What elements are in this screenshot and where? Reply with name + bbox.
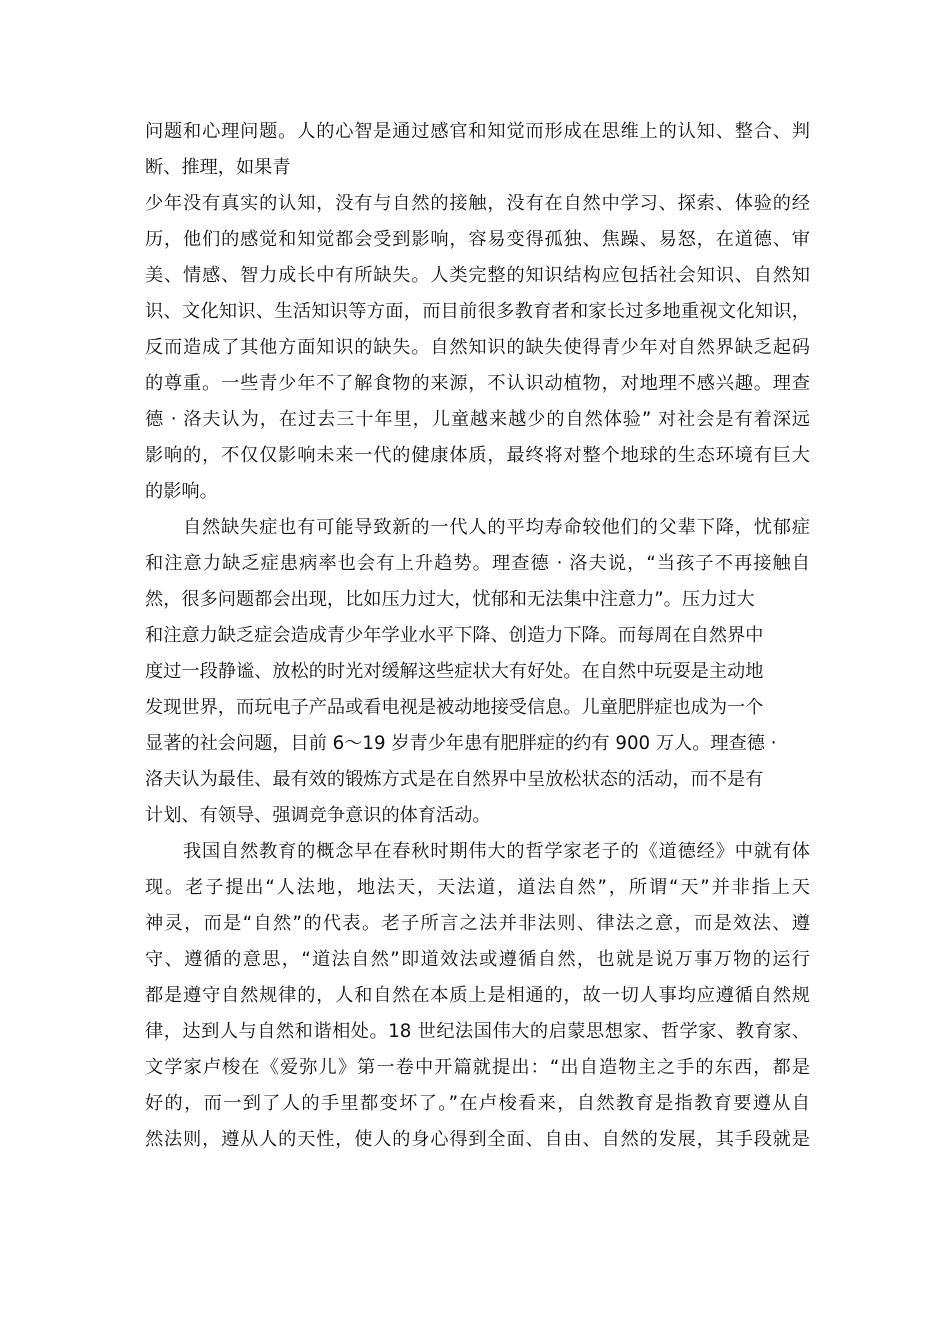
text-line: 反而造成了其他方面知识的缺失。自然知识的缺失使得青少年对自然界缺乏起码 <box>145 337 810 358</box>
text-line: 的尊重。一些青少年不了解食物的来源，不认识动植物，对地理不感兴趣。理查 <box>145 373 810 394</box>
text-line: 断、推理，如果青 <box>145 157 291 178</box>
text-line: 律，达到人与自然和谐相处。18 世纪法国伟大的启蒙思想家、哲学家、教育家、 <box>145 1021 810 1042</box>
text-line: 度过一段静谧、放松的时光对缓解这些症状大有好处。在自然中玩耍是主动地 <box>145 661 764 682</box>
text-line: 文学家卢梭在《爱弥儿》第一卷中开篇就提出：“出自造物主之手的东西，都是 <box>145 1057 810 1078</box>
text-line: 守、遵循的意思，“道法自然”即道效法或遵循自然，也就是说万事万物的运行 <box>145 949 810 970</box>
text-line: 洛夫认为最佳、最有效的锻炼方式是在自然界中呈放松状态的活动，而不是有 <box>145 769 764 790</box>
text-line: 计划、有领导、强调竞争意识的体育活动。 <box>145 805 491 826</box>
text-line: 的影响。 <box>145 481 218 502</box>
text-line: 和注意力缺乏症会造成青少年学业水平下降、创造力下降。而每周在自然界中 <box>145 625 764 646</box>
text-line: 德 · 洛夫认为，在过去三十年里，儿童越来越少的自然体验” 对社会是有着深远 <box>145 409 810 430</box>
text-line: 少年没有真实的认知，没有与自然的接触，没有在自然中学习、探索、体验的经 <box>145 193 810 214</box>
text-line: 显著的社会问题，目前 6～19 岁青少年患有肥胖症的约有 900 万人。理查德 · <box>145 733 777 754</box>
text-line: 然法则，遵从人的天性，使人的身心得到全面、自由、自然的发展，其手段就是 <box>145 1129 810 1150</box>
text-line: 都是遵守自然规律的，人和自然在本质上是相通的，故一切人事均应遵循自然规 <box>145 985 810 1006</box>
document-body <box>145 114 810 1158</box>
text-line: 发现世界，而玩电子产品或看电视是被动地接受信息。儿童肥胖症也成为一个 <box>145 697 764 718</box>
text-line: 自然缺失症也有可能导致新的一代人的平均寿命较他们的父辈下降，忧郁症 <box>183 517 810 538</box>
text-line: 识、文化知识、生活知识等方面，而目前很多教育者和家长过多地重视文化知识， <box>145 301 810 322</box>
text-line: 和注意力缺乏症患病率也会有上升趋势。理查德 · 洛夫说，“当孩子不再接触自 <box>145 553 810 574</box>
text-line: 神灵，而是“自然”的代表。老子所言之法并非法则、律法之意，而是效法、遵 <box>145 913 810 934</box>
text-line: 美、情感、智力成长中有所缺失。人类完整的知识结构应包括社会知识、自然知 <box>145 265 810 286</box>
text-line: 历，他们的感觉和知觉都会受到影响，容易变得孤独、焦躁、易怒，在道德、审 <box>145 229 810 250</box>
text-line: 然，很多问题都会出现，比如压力过大，忧郁和无法集中注意力”。压力过大 <box>145 589 755 610</box>
text-line: 现。老子提出“人法地，地法天，天法道，道法自然”，所谓“天”并非指上天 <box>145 877 810 898</box>
text-line: 问题和心理问题。人的心智是通过感官和知觉而形成在思维上的认知、整合、判 <box>145 121 810 142</box>
text-line: 影响的，不仅仅影响未来一代的健康体质，最终将对整个地球的生态环境有巨大 <box>145 445 810 466</box>
text-line: 我国自然教育的概念早在春秋时期伟大的哲学家老子的《道德经》中就有体 <box>183 841 810 862</box>
text-line: 好的，而一到了人的手里都变坏了。”在卢梭看来，自然教育是指教育要遵从自 <box>145 1093 810 1114</box>
